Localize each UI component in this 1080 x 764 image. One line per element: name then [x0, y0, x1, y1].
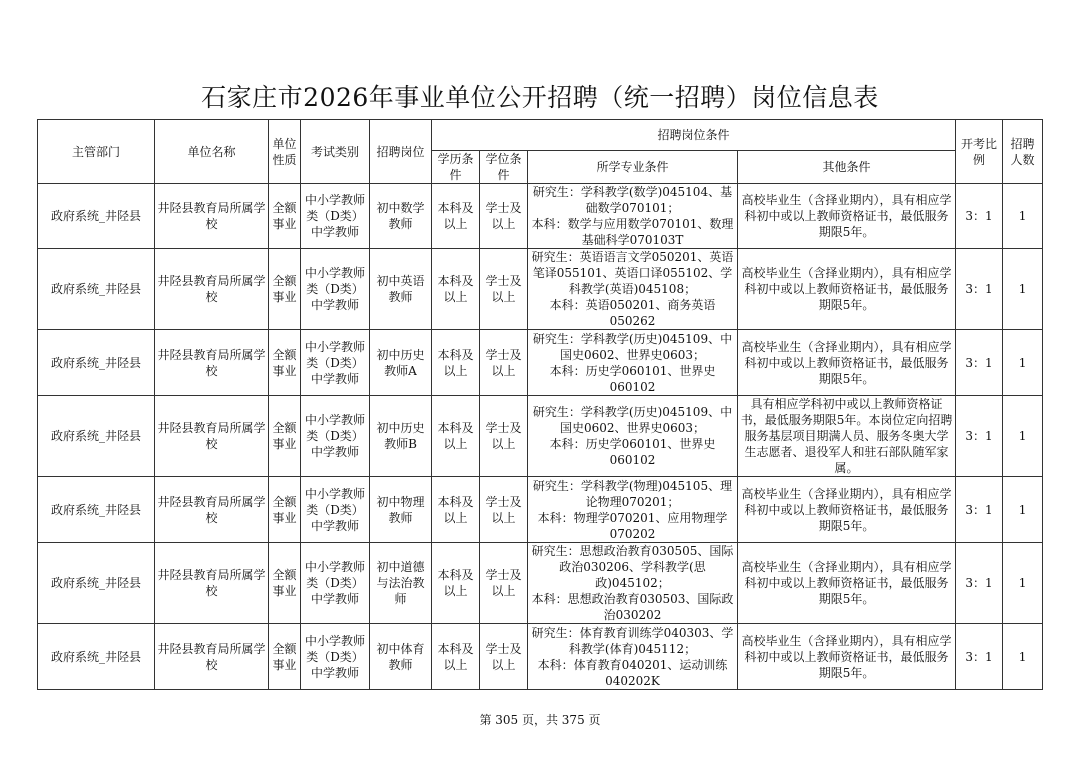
cell-other: 高校毕业生（含择业期内），具有相应学科初中或以上教师资格证书，最低服务期限5年。 [738, 543, 956, 624]
cell-other: 高校毕业生（含择业期内），具有相应学科初中或以上教师资格证书，最低服务期限5年。 [738, 477, 956, 543]
cell-count: 1 [1003, 249, 1043, 330]
cell-major: 研究生：体育教育训练学040303、学科教学(体育)045112； 本科：体育教育040201、运动训练040202K [528, 624, 738, 690]
cell-unit: 井陉县教育局所属学校 [155, 249, 269, 330]
table-row [38, 624, 1043, 690]
header-ratio: 开考比例 [956, 120, 1003, 184]
cell-major: 研究生：学科教学(历史)045109、中国史0602、世界史0603； 本科：历史学060101、世界史060102 [528, 396, 738, 477]
cell-unit: 井陉县教育局所属学校 [155, 330, 269, 396]
table-row [38, 543, 1043, 624]
cell-exam: 中小学教师类（D类）中学教师 [301, 543, 370, 624]
cell-degree: 学士及以上 [480, 330, 528, 396]
cell-unit: 井陉县教育局所属学校 [155, 543, 269, 624]
cell-major: 研究生：英语语言文学050201、英语笔译055101、英语口译055102、学科教学(英语)045108； 本科：英语050201、商务英语050262 [528, 249, 738, 330]
cell-dept: 政府系统_井陉县 [38, 624, 155, 690]
cell-other: 高校毕业生（含择业期内），具有相应学科初中或以上教师资格证书，最低服务期限5年。 [738, 184, 956, 249]
cell-other: 高校毕业生（含择业期内），具有相应学科初中或以上教师资格证书，最低服务期限5年。 [738, 249, 956, 330]
table-row [38, 477, 1043, 543]
cell-ratio: 3：1 [956, 624, 1003, 690]
cell-count: 1 [1003, 624, 1043, 690]
cell-degree: 学士及以上 [480, 624, 528, 690]
cell-degree: 学士及以上 [480, 543, 528, 624]
cell-ratio: 3：1 [956, 249, 1003, 330]
cell-exam: 中小学教师类（D类）中学教师 [301, 624, 370, 690]
table-row [38, 184, 1043, 249]
cell-edu: 本科及以上 [432, 477, 480, 543]
cell-post: 初中英语教师 [370, 249, 432, 330]
cell-degree: 学士及以上 [480, 249, 528, 330]
cell-post: 初中体育教师 [370, 624, 432, 690]
cell-ratio: 3：1 [956, 543, 1003, 624]
header-exam: 考试类别 [301, 120, 370, 184]
cell-edu: 本科及以上 [432, 543, 480, 624]
header-edu: 学历条件 [432, 151, 480, 184]
cell-nature: 全额事业 [269, 330, 301, 396]
cell-nature: 全额事业 [269, 477, 301, 543]
header-nature: 单位性质 [269, 120, 301, 184]
header-unit: 单位名称 [155, 120, 269, 184]
page-footer: 第 305 页，共 375 页 [479, 713, 601, 727]
cell-nature: 全额事业 [269, 624, 301, 690]
cell-edu: 本科及以上 [432, 330, 480, 396]
cell-dept: 政府系统_井陉县 [38, 543, 155, 624]
cell-major: 研究生：学科教学(物理)045105、理论物理070201； 本科：物理学070201、应用物理学070202 [528, 477, 738, 543]
header-other: 其他条件 [738, 151, 956, 184]
table-body [38, 184, 1043, 690]
cell-count: 1 [1003, 396, 1043, 477]
cell-edu: 本科及以上 [432, 249, 480, 330]
cell-other: 具有相应学科初中或以上教师资格证书，最低服务期限5年。本岗位定向招聘服务基层项目期满人员、服务冬奥大学生志愿者、退役军人和驻石部队随军家属。 [738, 396, 956, 477]
header-conditions: 招聘岗位条件 [432, 120, 956, 151]
header-dept: 主管部门 [38, 120, 155, 184]
table-row [38, 249, 1043, 330]
cell-edu: 本科及以上 [432, 624, 480, 690]
cell-ratio: 3：1 [956, 184, 1003, 249]
cell-post: 初中历史教师B [370, 396, 432, 477]
cell-count: 1 [1003, 543, 1043, 624]
cell-unit: 井陉县教育局所属学校 [155, 184, 269, 249]
cell-exam: 中小学教师类（D类）中学教师 [301, 396, 370, 477]
cell-unit: 井陉县教育局所属学校 [155, 477, 269, 543]
cell-exam: 中小学教师类（D类）中学教师 [301, 184, 370, 249]
page-title: 石家庄市2026年事业单位公开招聘（统一招聘）岗位信息表 [201, 83, 879, 112]
cell-count: 1 [1003, 477, 1043, 543]
cell-count: 1 [1003, 330, 1043, 396]
cell-degree: 学士及以上 [480, 396, 528, 477]
header-post: 招聘岗位 [370, 120, 432, 184]
cell-edu: 本科及以上 [432, 184, 480, 249]
cell-ratio: 3：1 [956, 477, 1003, 543]
cell-nature: 全额事业 [269, 543, 301, 624]
cell-major: 研究生：思想政治教育030505、国际政治030206、学科教学(思政)045102； 本科：思想政治教育030503、国际政治030202 [528, 543, 738, 624]
cell-unit: 井陉县教育局所属学校 [155, 396, 269, 477]
cell-exam: 中小学教师类（D类）中学教师 [301, 330, 370, 396]
cell-major: 研究生：学科教学(历史)045109、中国史0602、世界史0603； 本科：历史学060101、世界史060102 [528, 330, 738, 396]
cell-dept: 政府系统_井陉县 [38, 184, 155, 249]
cell-degree: 学士及以上 [480, 184, 528, 249]
cell-nature: 全额事业 [269, 184, 301, 249]
cell-unit: 井陉县教育局所属学校 [155, 624, 269, 690]
cell-post: 初中道德与法治教师 [370, 543, 432, 624]
cell-ratio: 3：1 [956, 396, 1003, 477]
cell-dept: 政府系统_井陉县 [38, 396, 155, 477]
cell-other: 高校毕业生（含择业期内），具有相应学科初中或以上教师资格证书，最低服务期限5年。 [738, 330, 956, 396]
recruitment-table [37, 119, 1043, 690]
cell-exam: 中小学教师类（D类）中学教师 [301, 477, 370, 543]
cell-exam: 中小学教师类（D类）中学教师 [301, 249, 370, 330]
cell-edu: 本科及以上 [432, 396, 480, 477]
header-row [38, 120, 1043, 151]
cell-dept: 政府系统_井陉县 [38, 330, 155, 396]
cell-post: 初中物理教师 [370, 477, 432, 543]
cell-other: 高校毕业生（含择业期内），具有相应学科初中或以上教师资格证书，最低服务期限5年。 [738, 624, 956, 690]
cell-degree: 学士及以上 [480, 477, 528, 543]
header-count: 招聘人数 [1003, 120, 1043, 184]
cell-post: 初中数学教师 [370, 184, 432, 249]
table-row [38, 396, 1043, 477]
cell-nature: 全额事业 [269, 396, 301, 477]
cell-count: 1 [1003, 184, 1043, 249]
cell-post: 初中历史教师A [370, 330, 432, 396]
cell-dept: 政府系统_井陉县 [38, 249, 155, 330]
table-row [38, 330, 1043, 396]
cell-dept: 政府系统_井陉县 [38, 477, 155, 543]
cell-nature: 全额事业 [269, 249, 301, 330]
cell-ratio: 3：1 [956, 330, 1003, 396]
cell-major: 研究生：学科教学(数学)045104、基础数学070101； 本科：数学与应用数学070101、数理基础科学070103T [528, 184, 738, 249]
header-degree: 学位条件 [480, 151, 528, 184]
header-major: 所学专业条件 [528, 151, 738, 184]
